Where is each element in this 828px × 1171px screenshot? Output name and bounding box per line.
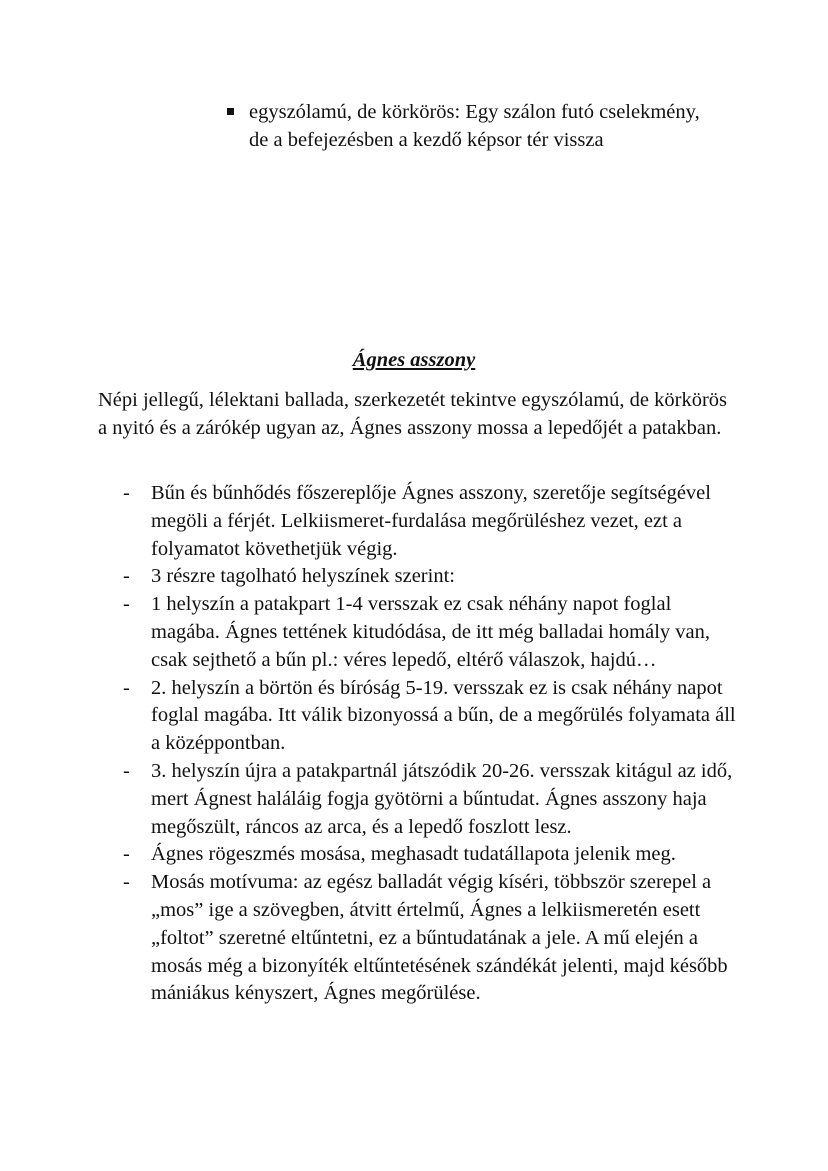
list-item	[119, 591, 739, 674]
dash-marker: -	[123, 759, 130, 782]
list-item-text: 3 részre tagolható helyszínek szerint:	[151, 565, 455, 588]
intro-paragraph: Népi jellegű, lélektani ballada, szerkezetét tekintve egyszólamú, de körkörös a nyitó és a zárókép ugyan az, Ágnes asszony mossa a lepedőjét a patakban.	[98, 389, 727, 439]
list-item	[119, 563, 739, 591]
dash-marker: -	[123, 676, 130, 699]
list-item-text: Bűn és bűnhődés főszereplője Ágnes asszony, szeretője segítségével megöli a férjét. Lelkiismeret-furdalása megőrüléshez vezet, ezt a folyamatot követhetjük végig.	[151, 482, 711, 560]
dash-marker: -	[123, 871, 130, 894]
list-item	[119, 841, 739, 869]
dash-marker: -	[123, 843, 130, 866]
list-item	[119, 675, 739, 758]
top-bullet-text: egyszólamú, de körkörös: Egy szálon futó cselekmény, de a befejezésben a kezdő képsor tér vissza	[249, 101, 700, 151]
dash-marker: -	[123, 482, 130, 504]
list-item	[119, 480, 739, 563]
list-item	[119, 869, 739, 1008]
square-bullet-icon	[227, 108, 234, 115]
dash-marker: -	[123, 565, 130, 588]
list-item-text: Ágnes rögeszmés mosása, meghasadt tudatállapota jelenik meg.	[151, 843, 676, 866]
list-item-text: 3. helyszín újra a patakpartnál játszódik 20-26. versszak kitágul az idő, mert Ágnest haláláig fogja gyötörni a bűntudat. Ágnes asszony haja megőszült, ráncos az arca, és a lepedő foszlott lesz.	[151, 759, 733, 838]
list-item-text: 1 helyszín a patakpart 1-4 versszak ez csak néhány napot foglal magába. Ágnes tettének kitudódása, de itt még balladai homály van, csak sejthető a bűn pl.: véres lepedő, eltérő válaszok, hajdú…	[151, 593, 711, 671]
dash-list	[119, 480, 739, 1008]
list-item-text: 2. helyszín a börtön és bíróság 5-19. versszak ez is csak néhány napot foglal magába. Itt válik bizonyossá a bűn, de a megőrülés folyamata áll a középpontban.	[151, 676, 736, 755]
list-item	[119, 758, 739, 841]
top-bullet-item	[227, 99, 707, 154]
list-item-text: Mosás motívuma: az egész balladát végig kíséri, többször szerepel a „mos” ige a szövegben, átvitt értelmű, Ágnes a lelkiismeretén esett „foltot” szeretné eltűntetni, ez a bűntudatának a jele. A mű elején a mosás még a bizonyíték eltűntetésének szándékát jelenti, majd később mániákus kényszert, Ágnes megőrülése.	[151, 871, 728, 1005]
section-title: Ágnes asszony	[352, 349, 476, 371]
dash-marker: -	[123, 593, 130, 616]
